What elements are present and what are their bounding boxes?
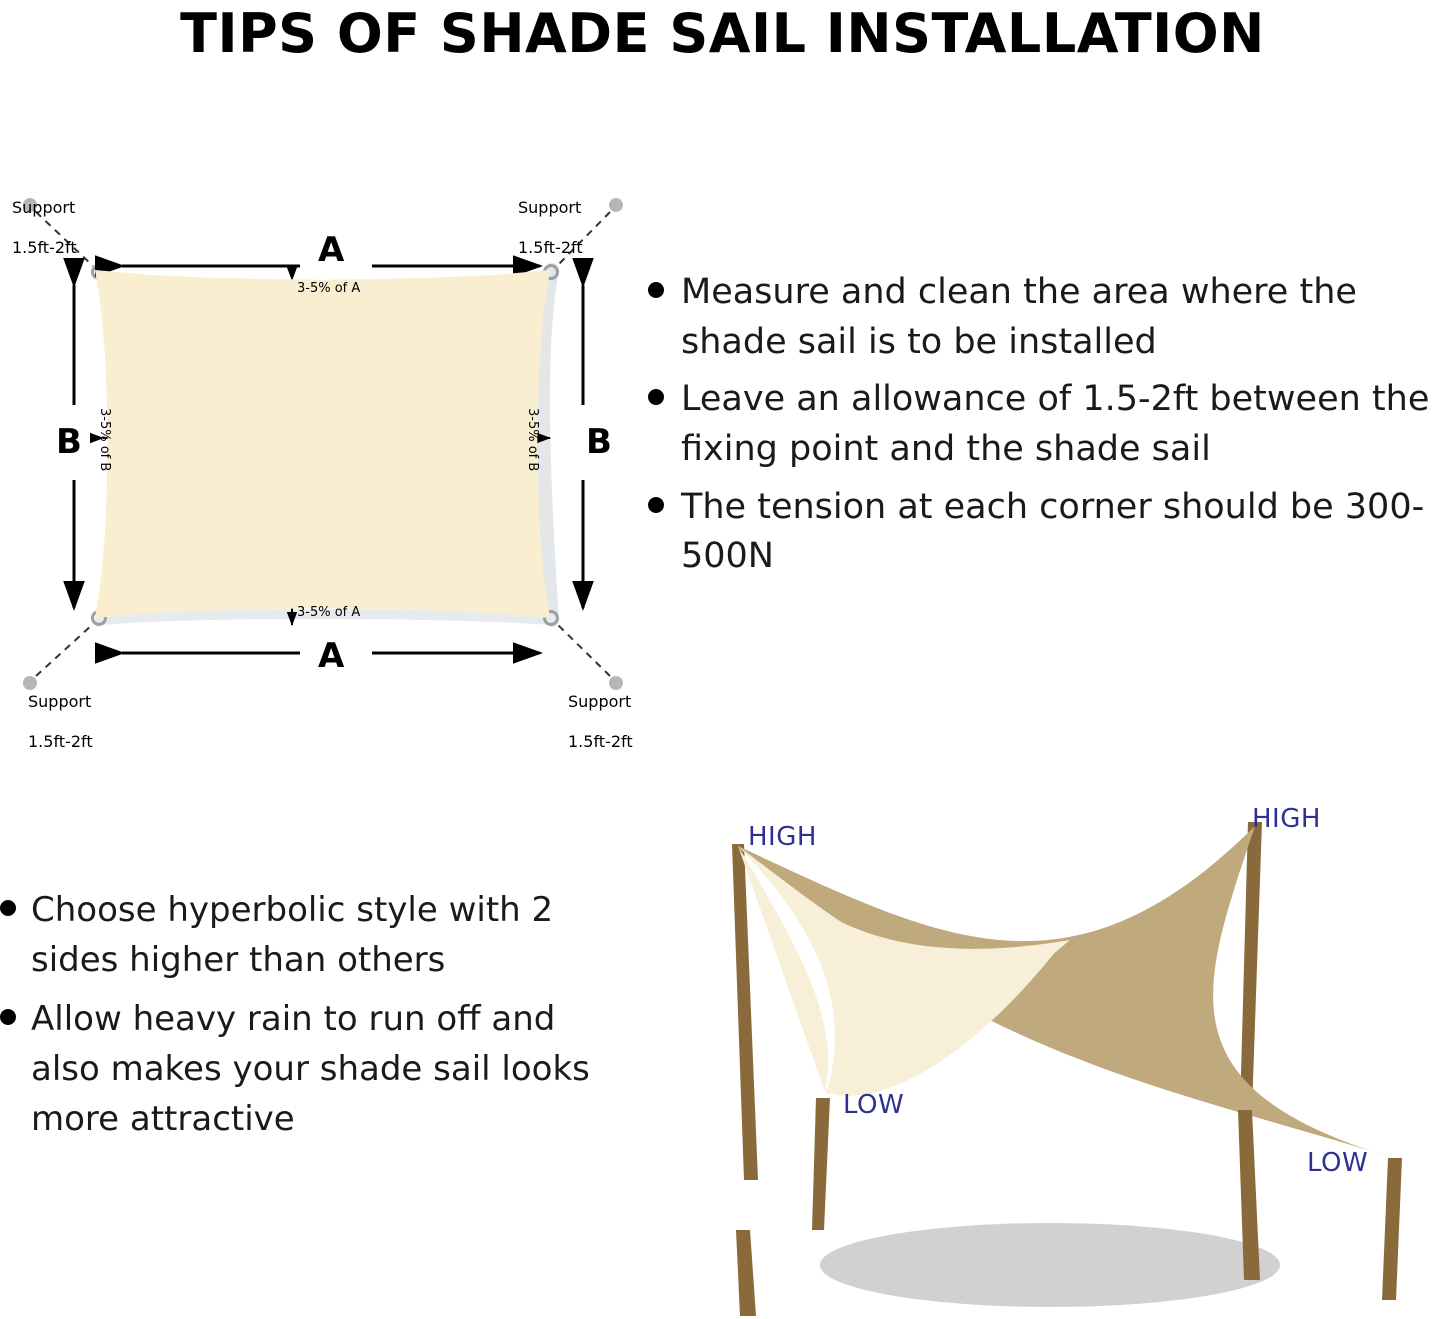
curvature-label-bottom: 3-5% of A [297, 605, 361, 620]
sail-edge-right [543, 270, 552, 620]
support-label-bottom-right-line2: 1.5ft-2ft [568, 732, 633, 751]
support-label-top-left-line2: 1.5ft-2ft [12, 238, 77, 257]
ground-shadow [820, 1223, 1280, 1307]
curvature-label-left: 3-5% of B [97, 408, 112, 472]
tip-text: Measure and clean the area where the shade sail is to be installed [681, 272, 1357, 362]
post-front-left-lower [736, 1230, 756, 1316]
shade-sail-dimension-diagram [0, 150, 660, 751]
curvature-label-top: 3-5% of A [297, 281, 361, 296]
post-back-left [732, 844, 758, 1180]
support-label-bottom-left [28, 672, 93, 772]
list-item [0, 994, 620, 1145]
hyperbolic-tips-list [0, 885, 620, 1153]
support-label-bottom-right [568, 672, 633, 772]
dimension-label-a-bottom: A [318, 636, 345, 676]
tip-text: The tension at each corner should be 300-500N [681, 486, 1425, 577]
page-title: TIPS OF SHADE SAIL INSTALLATION [180, 2, 1265, 65]
support-label-bottom-right-line1: Support [568, 692, 632, 711]
list-item [0, 885, 620, 986]
support-label-top-right-line1: Support [518, 198, 582, 217]
post-front-right [1382, 1158, 1402, 1300]
support-label-top-right-line2: 1.5ft-2ft [518, 238, 583, 257]
tip-text: Choose hyperbolic style with 2 sides higher than others [31, 890, 554, 981]
list-item [648, 375, 1445, 474]
bullet-dot-icon [0, 900, 16, 916]
installation-tips-list [648, 268, 1445, 590]
support-label-bottom-left-line1: Support [28, 692, 92, 711]
curvature-label-right: 3-5% of B [525, 408, 540, 472]
support-dot-top-right [609, 198, 623, 212]
post-back-right [1240, 822, 1262, 1110]
bullet-dot-icon [648, 389, 664, 405]
bullet-dot-icon [0, 1009, 16, 1025]
post-front-left [812, 1098, 830, 1230]
support-label-top-left [12, 178, 77, 278]
dimension-label-b-right: B [586, 422, 612, 462]
dimension-label-a-top: A [318, 230, 345, 270]
bullet-dot-icon [648, 282, 664, 298]
support-line-bottom-left [36, 624, 93, 676]
label-low-left: LOW [843, 1090, 905, 1120]
tip-text: Leave an allowance of 1.5-2ft between the fixing point and the shade sail [681, 379, 1430, 470]
list-item [648, 268, 1445, 367]
list-item [648, 483, 1445, 582]
shade-sail-fabric [95, 270, 550, 618]
hyperbolic-sail-illustration [640, 760, 1445, 1319]
label-high-right: HIGH [1252, 804, 1321, 834]
dimension-label-b-left: B [56, 422, 82, 462]
support-line-bottom-right [557, 624, 610, 676]
support-label-top-left-line1: Support [12, 198, 76, 217]
label-high-left: HIGH [748, 822, 817, 852]
support-label-top-right [518, 178, 583, 278]
support-label-bottom-left-line2: 1.5ft-2ft [28, 732, 93, 751]
bullet-dot-icon [648, 497, 664, 513]
label-low-right: LOW [1307, 1148, 1369, 1178]
tip-text: Allow heavy rain to run off and also makes your shade sail looks more attractive [31, 998, 590, 1140]
